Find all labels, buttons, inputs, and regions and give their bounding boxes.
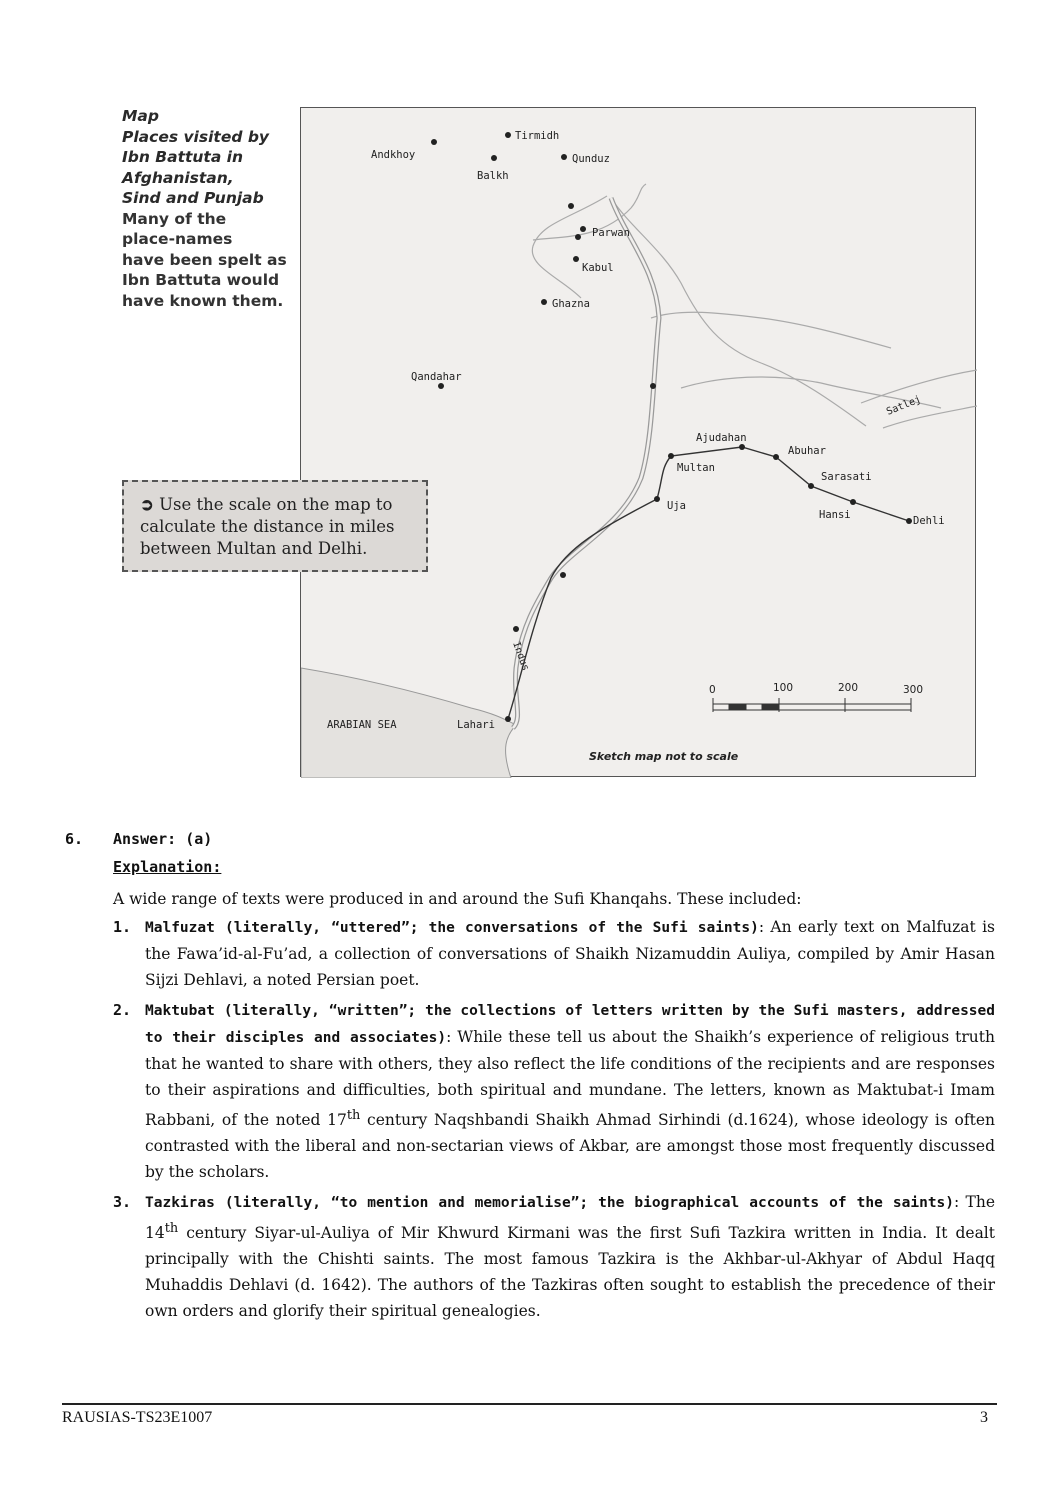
map-note-line: have known them.	[122, 291, 284, 310]
place-dot	[739, 444, 745, 450]
map-scale-note: Sketch map not to scale	[589, 750, 739, 763]
map-figure	[300, 107, 976, 777]
place-label: Abuhar	[788, 445, 826, 457]
place-dot	[505, 716, 511, 722]
map-caption-line: Places visited by	[122, 127, 270, 146]
list-item-heading: Malfuzat (literally, “uttered”; the conversations of the Sufi saints)	[145, 920, 759, 936]
scale-labels	[709, 682, 923, 696]
list-item-body: : An early text on Malfuzat is the Fawa’id-al-Fu’ad, a collection of conversations of Shaikh Nizamuddin Auliya, compiled by Amir Hasan Sijzi Dehlavi, a noted Persian poet.	[145, 918, 995, 989]
place-label: Multan	[677, 462, 715, 474]
answer-label: Answer: (a)	[113, 830, 213, 848]
list-item-number: 3.	[113, 1193, 132, 1212]
list-item-body: century Naqshbandi Shaikh Ahmad Sirhindi (d.1624), whose ideology is often contrasted with the liberal and non-sectarian views of Akbar, are amongst those most frequently discussed by the scholars.	[145, 1111, 995, 1182]
page-number: 3	[980, 1409, 988, 1426]
place-dot	[580, 226, 586, 232]
place-dot	[431, 139, 437, 145]
place-label: Hansi	[819, 509, 851, 521]
scale-tick-label: 300	[903, 684, 924, 696]
place-label: Dehli	[913, 515, 945, 527]
map-note-line: have been spelt as	[122, 250, 287, 269]
place-dot	[541, 299, 547, 305]
place-label: Ajudahan	[696, 432, 747, 444]
map-note-line: Many of the	[122, 209, 227, 228]
place-dot	[850, 499, 856, 505]
arrow-icon: ➲	[140, 495, 154, 514]
place-dot	[561, 154, 567, 160]
place-dot	[505, 132, 511, 138]
place-label: Balkh	[477, 170, 509, 182]
place-markers	[371, 130, 945, 731]
scale-tick-label: 0	[709, 684, 716, 696]
map-caption-line: Ibn Battuta in	[122, 148, 244, 166]
map-caption	[122, 106, 292, 311]
place-label: Lahari	[457, 719, 495, 731]
place-dot	[513, 626, 519, 632]
activity-text: Use the scale on the map to calculate the distance in miles between Multan and Delhi.	[140, 495, 395, 558]
place-dot	[568, 203, 574, 209]
place-dot	[491, 155, 497, 161]
map-svg	[301, 108, 977, 778]
superscript: th	[164, 1221, 179, 1237]
activity-box	[122, 480, 428, 572]
place-label: Kabul	[582, 262, 614, 274]
sea-label: ARABIAN SEA	[327, 719, 397, 731]
list-item-body: : While these tell us about the Shaikh’s experience of religious truth that he wanted to share with others, they also reflect the life conditions of the recipients and are responses to their aspirations and difficulties, both spiritual and mundane. The letters, known as Maktubat-i Imam Rabbani, of the noted 17	[145, 1028, 996, 1130]
place-dot	[808, 483, 814, 489]
footer-rule	[62, 1403, 997, 1405]
place-dot	[650, 383, 656, 389]
list-item	[113, 914, 995, 993]
explanation-intro: A wide range of texts were produced in and around the Sufi Khanqahs. These included:	[113, 890, 802, 908]
place-label: Ghazna	[552, 298, 590, 310]
place-dot	[438, 383, 444, 389]
indus-river	[513, 198, 659, 728]
list-item-number: 2.	[113, 1001, 132, 1019]
list-item-heading: Tazkiras (literally, “to mention and memorialise”; the biographical accounts of the saints)	[145, 1195, 955, 1212]
superscript: th	[346, 1108, 361, 1123]
map-note-line: place-names	[122, 230, 233, 248]
place-label: Parwan	[592, 227, 630, 239]
place-dot	[575, 234, 581, 240]
scale-bar	[713, 698, 911, 712]
place-dot	[906, 518, 912, 524]
place-dot	[654, 496, 660, 502]
list-item-heading: Maktubat (literally, “written”; the collections of letters written by the Sufi masters, addressed to their disciples and associates)	[145, 1003, 995, 1046]
list-item-number: 1.	[113, 918, 132, 936]
scale-tick-label: 200	[838, 682, 859, 694]
place-label: Qunduz	[572, 153, 610, 165]
river-network	[532, 184, 977, 428]
map-caption-line: Sind and Punjab	[122, 189, 264, 207]
place-label: Sarasati	[821, 471, 872, 483]
map-caption-title: Map	[122, 107, 159, 125]
list-item-body: : The 14	[145, 1193, 995, 1243]
list-item	[113, 997, 995, 1185]
place-label: Qandahar	[411, 371, 462, 383]
place-label: Andkhoy	[371, 149, 416, 161]
map-note-line: Ibn Battuta would	[122, 271, 280, 289]
footer-code: RAUSIAS-TS23E1007	[62, 1409, 213, 1426]
map-caption-line: Afghanistan,	[122, 168, 234, 187]
explanation-label: Explanation:	[113, 858, 222, 876]
list-item	[113, 1189, 995, 1324]
place-label: Tirmidh	[515, 130, 560, 142]
scale-tick-label: 100	[773, 682, 794, 694]
place-dot	[573, 256, 579, 262]
place-dot	[668, 453, 674, 459]
question-number: 6.	[65, 830, 84, 848]
place-label: Uja	[667, 500, 686, 512]
place-dot	[773, 454, 779, 460]
text-types-list	[113, 914, 995, 1328]
route-line	[508, 447, 909, 719]
list-item-body: century Siyar-ul-Auliya of Mir Khwurd Kirmani was the first Sufi Tazkira written in India. It dealt principally with the Chishti saints. The most famous Tazkira is the Akhbar-ul-Akhyar of Abdul Haqq Muhaddis Dehlavi (d. 1642). The authors of the Tazkiras often sought to establish the precedence of their own orders and glorify their spiritual genealogies.	[145, 1224, 995, 1321]
place-dot	[560, 572, 566, 578]
river-label-satlej: Satlej	[885, 394, 923, 418]
river-label-indus: Indus	[510, 640, 531, 673]
